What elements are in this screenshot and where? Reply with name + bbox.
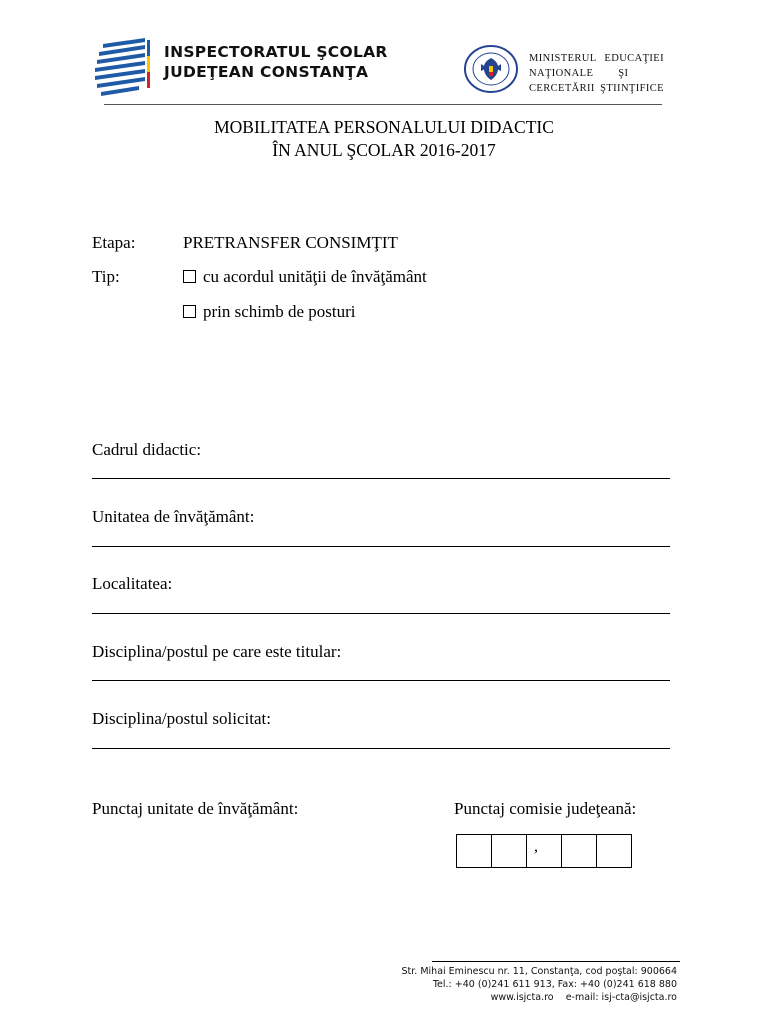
ministry-line2: NAŢIONALE ŞI <box>529 68 629 79</box>
punctaj-digit-box[interactable] <box>456 834 492 868</box>
document-title <box>0 116 768 162</box>
government-seal-icon <box>463 44 519 94</box>
punctaj-unitate-label: Punctaj unitate de învăţământ: <box>92 799 299 818</box>
punctaj-decimal-separator: , <box>534 838 538 855</box>
punctaj-comisie-label: Punctaj comisie judeţeană: <box>454 799 637 818</box>
ministry-name <box>529 51 664 96</box>
ministry-line1: MINISTERUL EDUCAŢIEI <box>529 53 664 64</box>
field-unitatea-label: Unitatea de învăţământ: <box>92 507 255 526</box>
checkbox-schimb[interactable] <box>183 305 196 318</box>
field-unitatea-line[interactable] <box>92 546 670 547</box>
field-disciplina-titular-label: Disciplina/postul pe care este titular: <box>92 642 342 661</box>
field-cadrul-didactic-label: Cadrul didactic: <box>92 440 202 459</box>
tip-option-schimb-label: prin schimb de posturi <box>203 302 356 321</box>
header-divider <box>104 104 662 105</box>
field-cadrul-didactic-line[interactable] <box>92 478 670 479</box>
tip-option-schimb[interactable] <box>183 301 356 323</box>
checkbox-acord[interactable] <box>183 270 196 283</box>
footer-address: Str. Mihai Eminescu nr. 11, Constanţa, cod poştal: 900664 <box>401 966 677 977</box>
ministry-line3: CERCETĂRII ŞTIINŢIFICE <box>529 83 664 94</box>
isj-name-line1: INSPECTORATUL ŞCOLAR <box>164 43 388 61</box>
etapa-value: PRETRANSFER CONSIMŢIT <box>183 233 398 252</box>
field-localitatea-label: Localitatea: <box>92 574 173 593</box>
footer-web: www.isjcta.ro e-mail: isj-cta@isjcta.ro <box>490 992 677 1003</box>
footer-divider <box>432 961 680 962</box>
punctaj-digit-box[interactable] <box>596 834 632 868</box>
field-disciplina-solicitat-line[interactable] <box>92 748 670 749</box>
tip-label: Tip: <box>92 267 120 286</box>
punctaj-comisie-boxes <box>456 834 632 868</box>
punctaj-digit-box[interactable] <box>526 834 562 868</box>
etapa-label: Etapa: <box>92 233 136 252</box>
punctaj-digit-box[interactable] <box>491 834 527 868</box>
tip-option-acord-label: cu acordul unităţii de învăţământ <box>203 267 427 286</box>
isj-logo <box>93 36 153 98</box>
title-line1: MOBILITATEA PERSONALULUI DIDACTIC <box>214 117 554 137</box>
isj-name-line2: JUDEŢEAN CONSTANŢA <box>164 63 369 81</box>
title-line2: ÎN ANUL ŞCOLAR 2016-2017 <box>272 140 496 160</box>
footer-contact <box>402 965 677 1004</box>
tip-option-acord[interactable] <box>183 266 427 288</box>
field-localitatea-line[interactable] <box>92 613 670 614</box>
isj-name <box>164 42 388 82</box>
footer-phone: Tel.: +40 (0)241 611 913, Fax: +40 (0)241 618 880 <box>432 979 677 990</box>
field-disciplina-titular-line[interactable] <box>92 680 670 681</box>
field-disciplina-solicitat-label: Disciplina/postul solicitat: <box>92 709 271 728</box>
punctaj-digit-box[interactable] <box>561 834 597 868</box>
